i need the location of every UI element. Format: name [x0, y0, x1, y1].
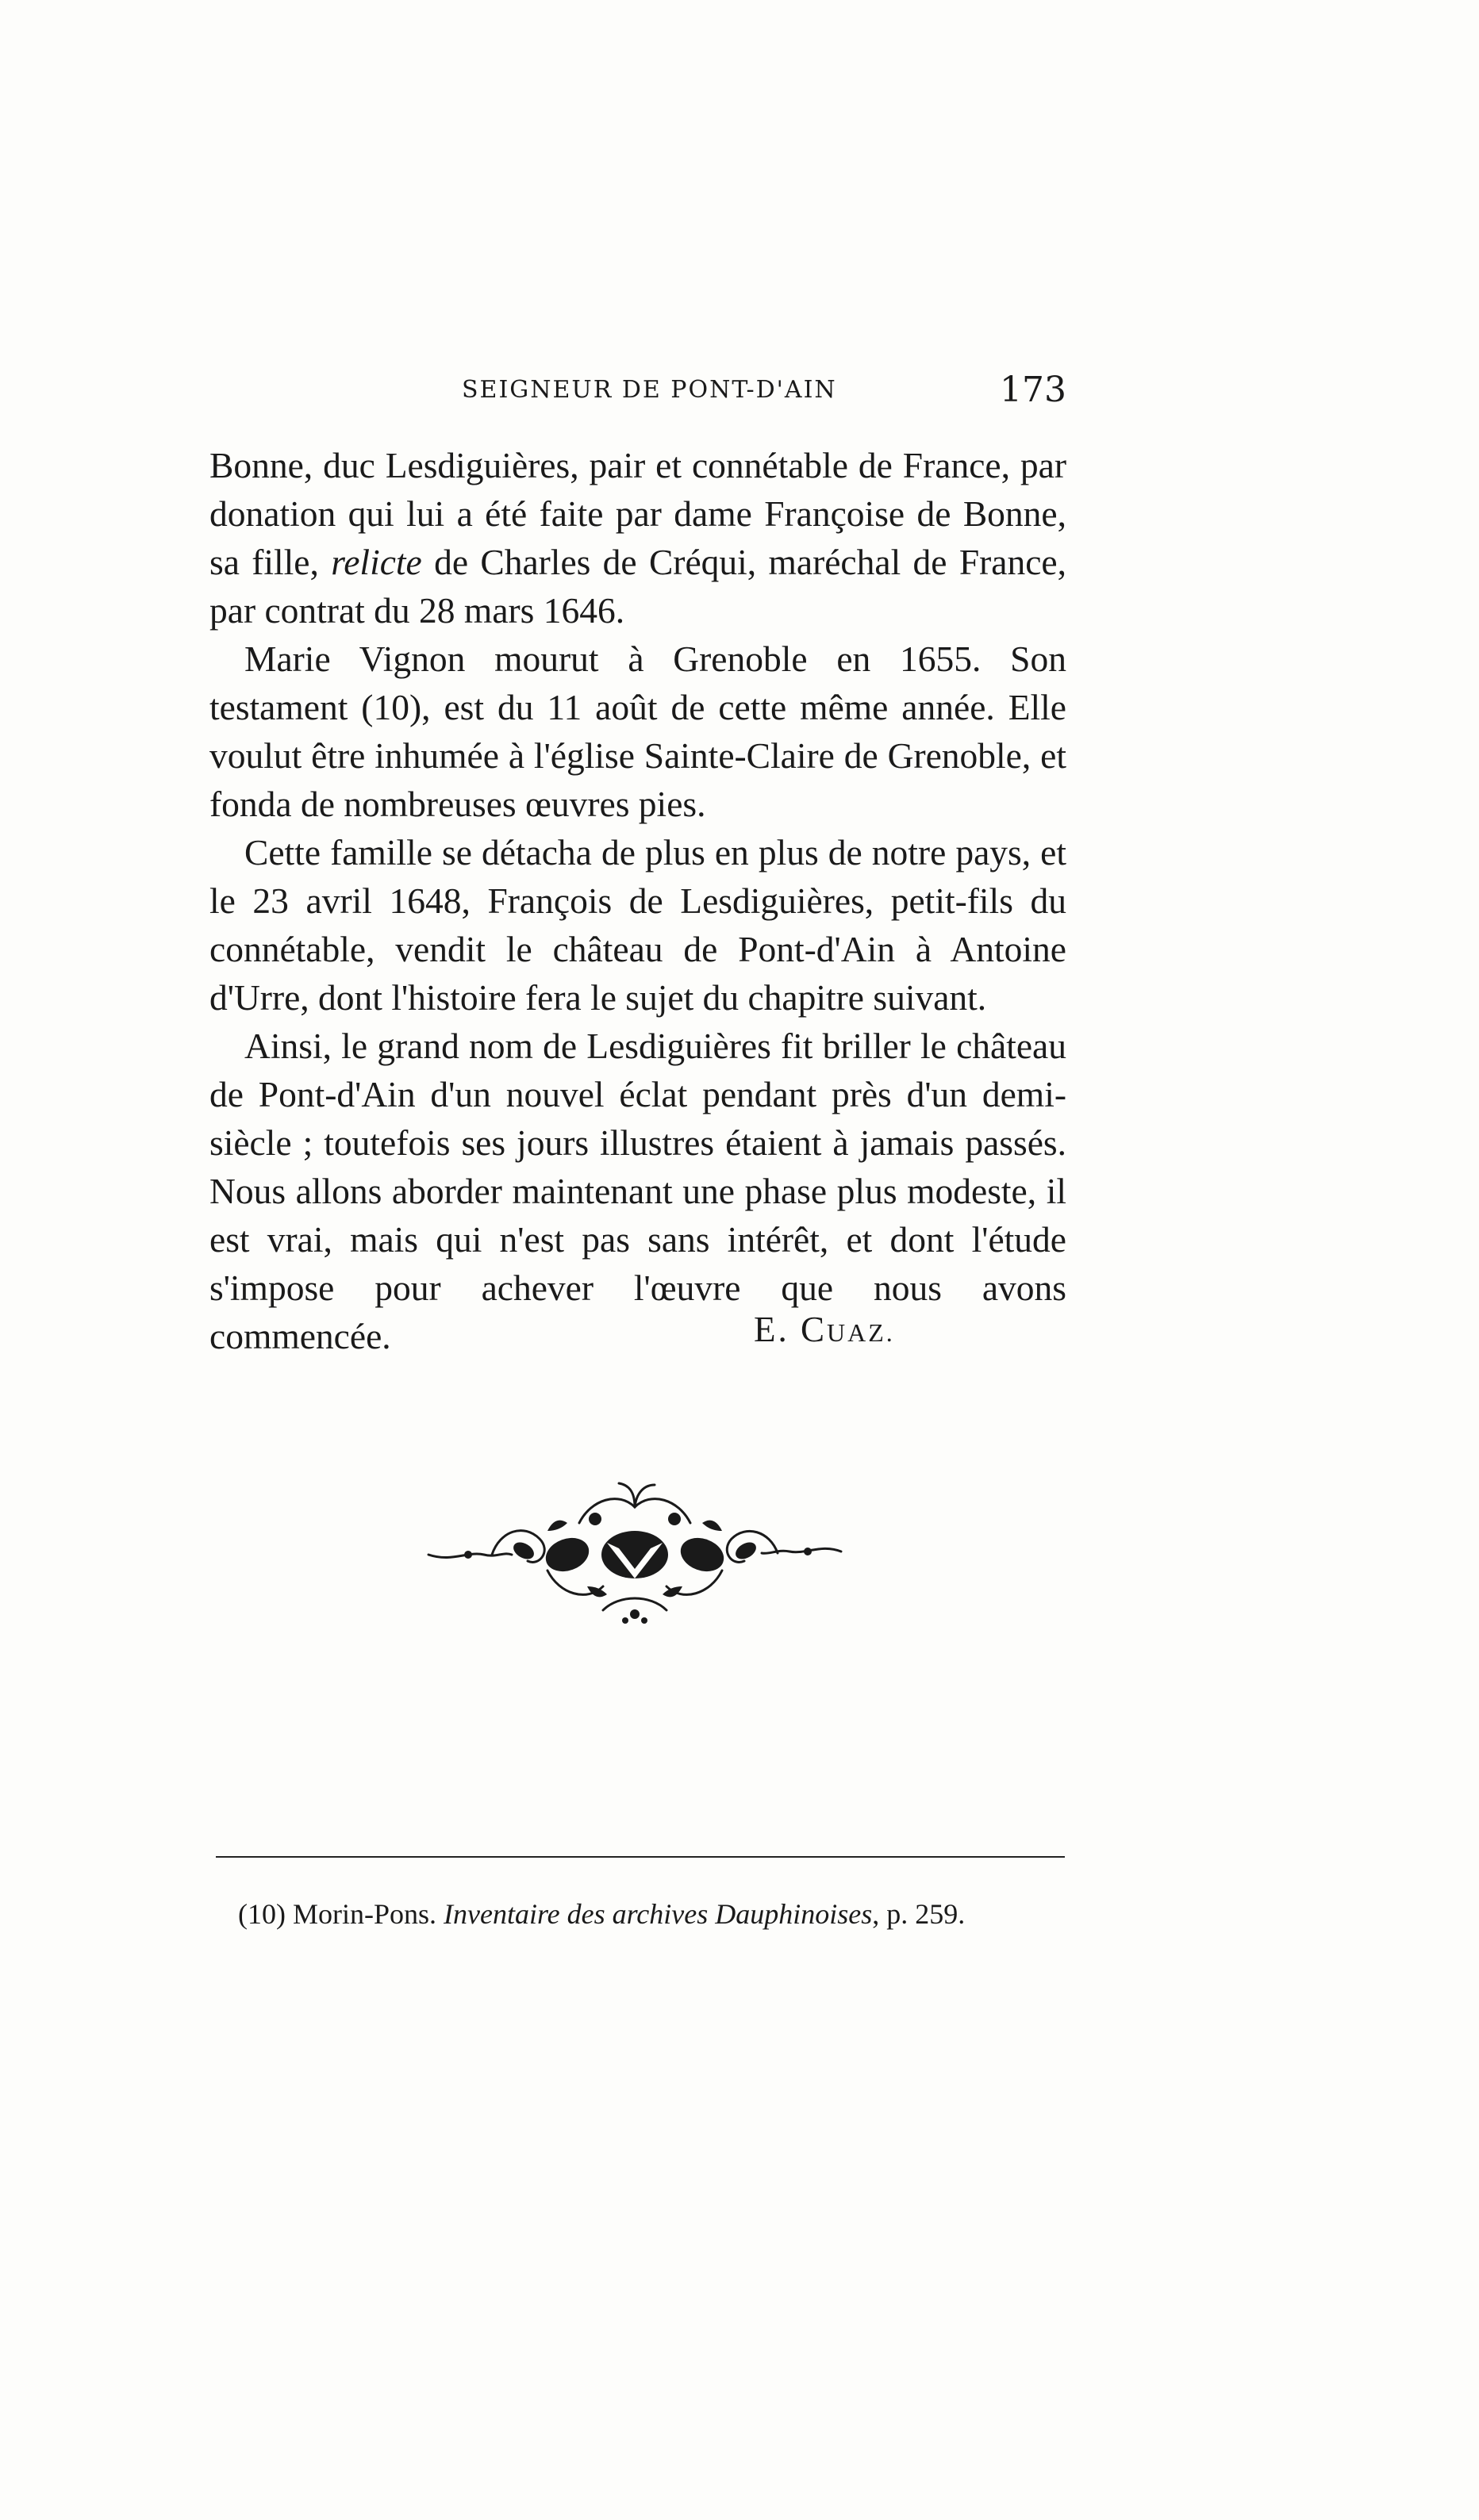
footnote-rule [216, 1856, 1065, 1858]
running-title: SEIGNEUR DE PONT-D'AIN [462, 376, 837, 404]
running-head [209, 370, 1066, 417]
body-text [209, 441, 1066, 1360]
floral-vignette-icon [421, 1475, 849, 1626]
signature-name-cap: C [801, 1310, 828, 1349]
footnote-marker: (10) [238, 1898, 286, 1930]
paragraph-1-before: Bonne, duc Lesdiguières, pair et connétable de France, par donation qui lui a été faite par dame Françoise de Bonne, sa fille, [209, 445, 1066, 582]
author-signature [754, 1309, 895, 1350]
footnote-author: Morin-Pons. [292, 1898, 437, 1930]
paragraph-1-after: de Charles de Créqui, maréchal de France, par contrat du 28 mars 1646. [209, 542, 1066, 631]
signature-name [801, 1310, 895, 1349]
paragraph-2: Marie Vignon mourut à Grenoble en 1655. Son testament (10), est du 11 août de cette même année. Elle voulut être inhumée à l'église Sainte-Claire de Grenoble, et fonda de nombreuses œuvres pies. [209, 639, 1066, 824]
paragraph-4: Ainsi, le grand nom de Lesdiguières fit briller le château de Pont-d'Ain d'un nouvel éclat pendant près d'un demi-siècle ; toutefois ses jours illustres étaient à jamais passés. Nous allons aborder maintenant une phase plus modeste, il est vrai, mais qui n'est pas sans intérêt, et dont l'étude s'impose pour achever l'œuvre que nous avons commencée. [209, 1026, 1066, 1356]
footnote-page: , p. 259. [872, 1898, 966, 1930]
paragraph-3: Cette famille se détacha de plus en plus de notre pays, et le 23 avril 1648, François de Lesdiguières, petit-fils du connétable, vendit le château de Pont-d'Ain à Antoine d'Urre, dont l'histoire fera le sujet du chapitre suivant. [209, 832, 1066, 1018]
signature-name-smallcaps: UAZ. [827, 1318, 895, 1347]
paragraph-1 [209, 441, 1066, 635]
paragraph-1-italic: relicte [331, 542, 422, 582]
page-number: 173 [1000, 370, 1066, 410]
footnote-title: Inventaire des archives Dauphinoises [444, 1898, 873, 1930]
footnote [238, 1897, 965, 1931]
signature-initial: E. [754, 1310, 789, 1349]
